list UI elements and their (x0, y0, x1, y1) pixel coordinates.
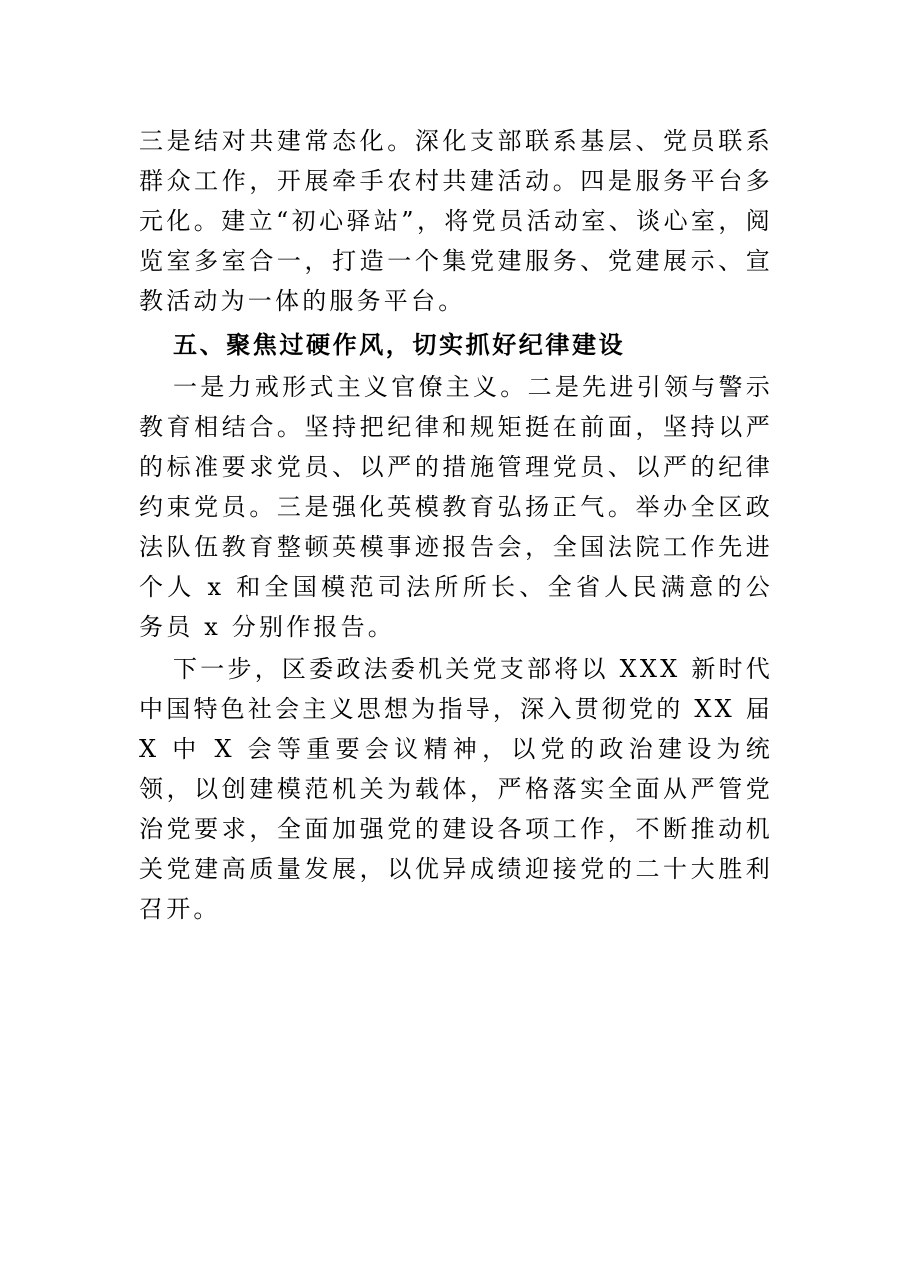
section-heading: 五、聚焦过硬作风，切实抓好纪律建设 (173, 331, 626, 359)
paragraph-discipline: 一是力戒形式主义官僚主义。二是先进引领与警示教育相结合。坚持把纪律和规矩挺在前面，坚持以严的标准要求党员、以严的措施管理党员、以严的纪律约束党员。三是强化英模教育弘扬正气。举办全区政法队伍教育整顿英模事迹报告会，全国法院工作先进个人 x 和全国模范司法所所长、全省人民满意的公务员 x 分别作报告。 (139, 373, 773, 641)
paragraph-continuation: 三是结对共建常态化。深化支部联系基层、党员联系群众工作，开展牵手农村共建活动。四是服务平台多元化。建立“初心驿站”，将党员活动室、谈心室，阅览室多室合一，打造一个集党建服务、党建展示、宣教活动为一体的服务平台。 (139, 127, 773, 315)
document-body (139, 121, 773, 929)
paragraph-next-step: 下一步，区委政法委机关党支部将以 XXX 新时代中国特色社会主义思想为指导，深入贯彻党的 XX 届 X 中 X 会等重要会议精神，以党的政治建设为统领，以创建模范机关为载体，严格落实全面从严管党治党要求，全面加强党的建设各项工作，不断推动机关党建高质量发展，以优异成绩迎接党的二十大胜利召开。 (139, 655, 773, 923)
